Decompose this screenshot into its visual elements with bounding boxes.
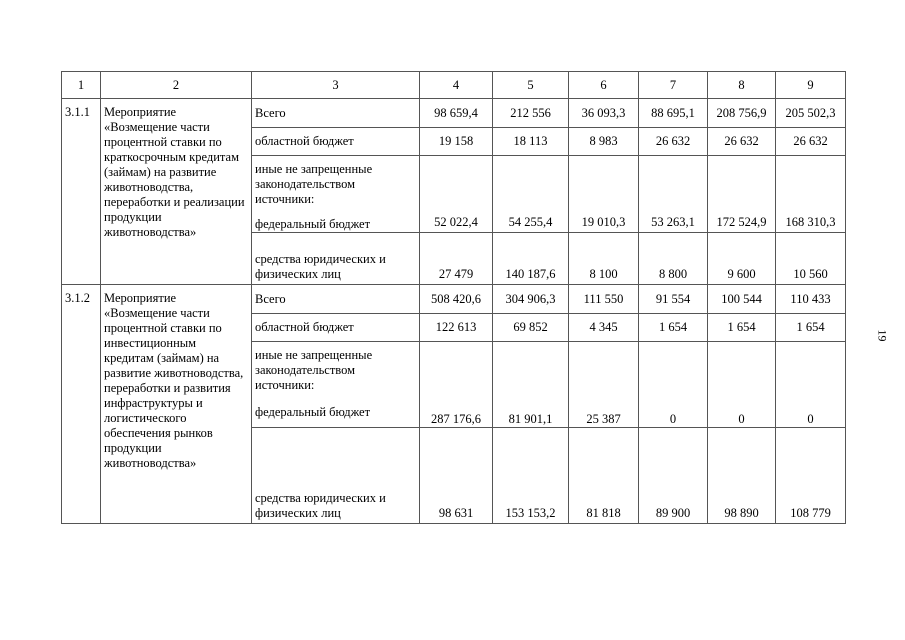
table-row xyxy=(62,99,846,128)
item-code: 3.1.1 xyxy=(62,99,101,285)
row-label: средства юридических и физических лиц xyxy=(252,428,420,524)
federal-label: федеральный бюджет xyxy=(255,405,371,419)
row-label: средства юридических и физических лиц xyxy=(252,233,420,285)
table-cell: 304 906,3 xyxy=(493,285,569,314)
table-cell: 81 818 xyxy=(569,428,639,524)
other-sources-label: иные не запрещенные законодательством источники: xyxy=(255,162,373,206)
table-cell: 91 554 xyxy=(639,285,708,314)
table-cell: 508 420,6 xyxy=(420,285,493,314)
table-cell: 4 345 xyxy=(569,314,639,342)
other-sources-label: иные не запрещенные законодательством источники: xyxy=(255,348,373,392)
table-cell: 26 632 xyxy=(776,128,846,156)
table-cell: 8 800 xyxy=(639,233,708,285)
header-cell: 2 xyxy=(101,72,252,99)
item-code: 3.1.2 xyxy=(62,285,101,524)
table-cell: 1 654 xyxy=(708,314,776,342)
table-cell: 19 158 xyxy=(420,128,493,156)
table-cell: 140 187,6 xyxy=(493,233,569,285)
table-cell: 110 433 xyxy=(776,285,846,314)
table-cell: 8 100 xyxy=(569,233,639,285)
header-cell: 4 xyxy=(420,72,493,99)
row-label: Всего xyxy=(252,285,420,314)
table-cell: 208 756,9 xyxy=(708,99,776,128)
table-cell: 1 654 xyxy=(776,314,846,342)
table-cell: 53 263,1 xyxy=(639,156,708,233)
table-cell: 172 524,9 xyxy=(708,156,776,233)
table-cell: 27 479 xyxy=(420,233,493,285)
header-row xyxy=(62,72,846,99)
header-cell: 5 xyxy=(493,72,569,99)
table-cell: 10 560 xyxy=(776,233,846,285)
table-cell: 52 022,4 xyxy=(420,156,493,233)
header-cell: 1 xyxy=(62,72,101,99)
table-cell: 108 779 xyxy=(776,428,846,524)
header-cell: 6 xyxy=(569,72,639,99)
table-cell: 25 387 xyxy=(569,342,639,428)
table-cell: 69 852 xyxy=(493,314,569,342)
table-cell: 205 502,3 xyxy=(776,99,846,128)
row-label: областной бюджет xyxy=(252,128,420,156)
row-label: областной бюджет xyxy=(252,314,420,342)
table-row xyxy=(62,285,846,314)
table-cell: 81 901,1 xyxy=(493,342,569,428)
header-cell: 3 xyxy=(252,72,420,99)
table-cell: 88 695,1 xyxy=(639,99,708,128)
row-label xyxy=(252,342,420,428)
table-cell: 0 xyxy=(776,342,846,428)
table-cell: 26 632 xyxy=(708,128,776,156)
header-cell: 9 xyxy=(776,72,846,99)
table-cell: 0 xyxy=(708,342,776,428)
table-cell: 287 176,6 xyxy=(420,342,493,428)
table-cell: 36 093,3 xyxy=(569,99,639,128)
header-cell: 7 xyxy=(639,72,708,99)
table-cell: 54 255,4 xyxy=(493,156,569,233)
table-cell: 1 654 xyxy=(639,314,708,342)
table-cell: 122 613 xyxy=(420,314,493,342)
item-name: Мероприятие «Возмещение части процентной ставки по инвестиционным кредитам (займам) на развитие животноводства, переработки и развития инфраструктуры и логистического обеспечения рынков продукции животноводства» xyxy=(101,285,252,524)
table-cell: 98 659,4 xyxy=(420,99,493,128)
header-cell: 8 xyxy=(708,72,776,99)
table-cell: 26 632 xyxy=(639,128,708,156)
item-name: Мероприятие «Возмещение части процентной ставки по краткосрочным кредитам (займам) на развитие животноводства, переработки и реализации продукции животноводства» xyxy=(101,99,252,285)
page-number: 19 xyxy=(875,329,890,342)
table-cell: 153 153,2 xyxy=(493,428,569,524)
table-cell: 8 983 xyxy=(569,128,639,156)
budget-table xyxy=(61,71,846,524)
table-cell: 212 556 xyxy=(493,99,569,128)
table-cell: 100 544 xyxy=(708,285,776,314)
table-cell: 9 600 xyxy=(708,233,776,285)
table-cell: 0 xyxy=(639,342,708,428)
table-cell: 98 631 xyxy=(420,428,493,524)
federal-label: федеральный бюджет xyxy=(255,217,371,231)
table-cell: 19 010,3 xyxy=(569,156,639,233)
table-cell: 89 900 xyxy=(639,428,708,524)
table-cell: 98 890 xyxy=(708,428,776,524)
row-label: Всего xyxy=(252,99,420,128)
table-cell: 18 113 xyxy=(493,128,569,156)
table-cell: 111 550 xyxy=(569,285,639,314)
table-cell: 168 310,3 xyxy=(776,156,846,233)
row-label xyxy=(252,156,420,233)
